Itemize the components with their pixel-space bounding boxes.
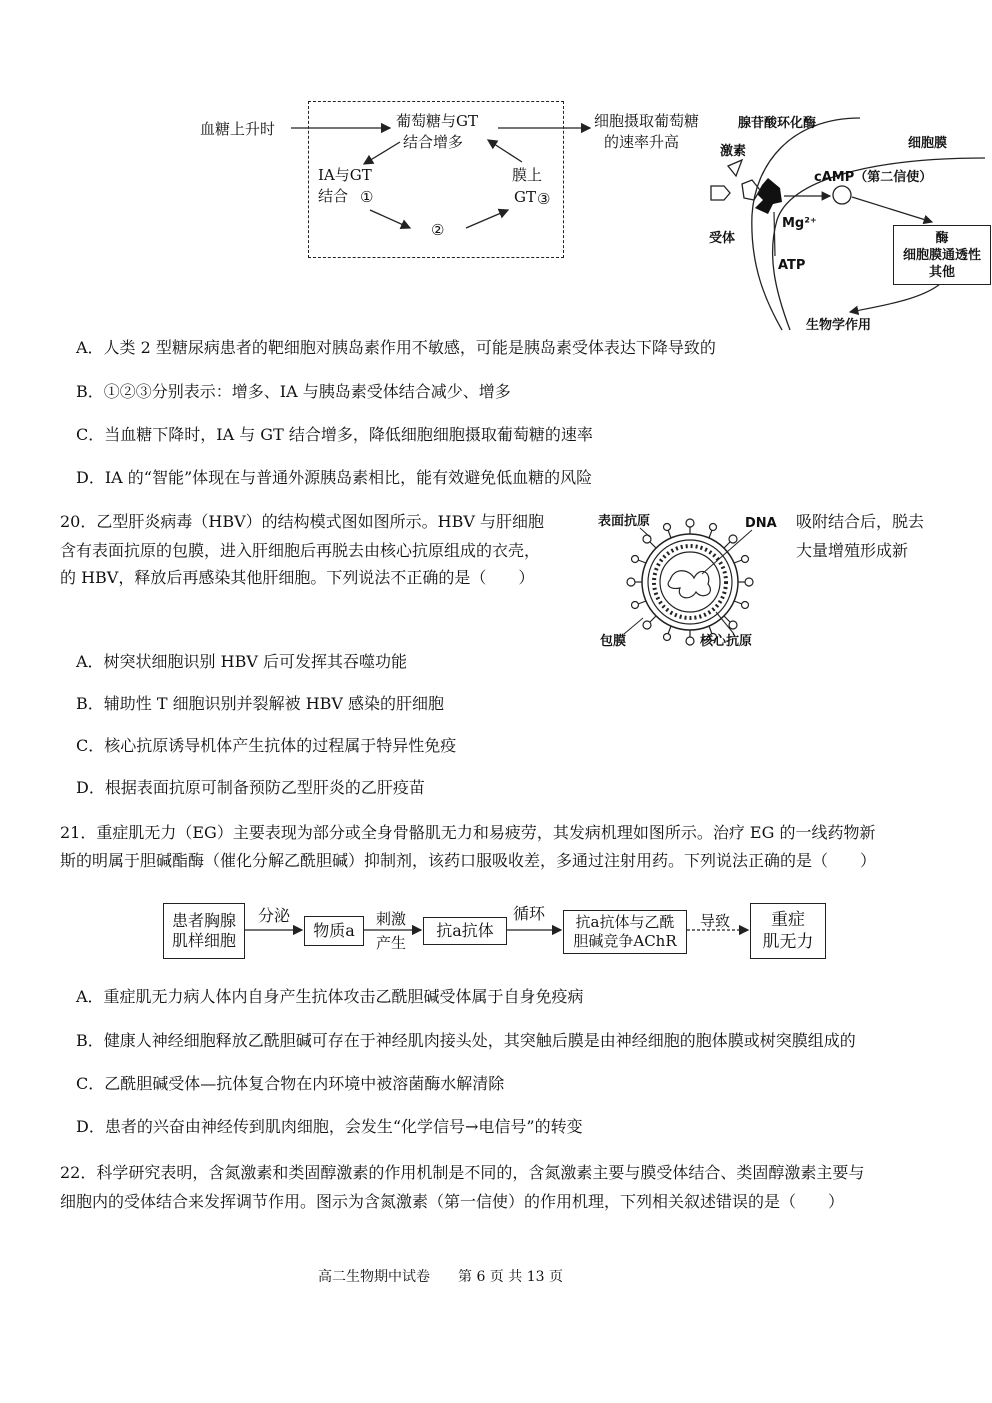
bio-effect-label: 生物学作用 bbox=[806, 318, 872, 333]
q22-line1: 22．科学研究表明，含氮激素和类固醇激素的作用机制是不同的，含氮激素主要与膜受体结合、类固醇激素主要与 bbox=[60, 1163, 865, 1182]
q19-option-b: B．①②③分别表示：增多、IA 与胰岛素受体结合减少、增多 bbox=[76, 382, 511, 401]
membrane-label: 细胞膜 bbox=[908, 136, 948, 151]
flow-arrow-stimulate: 刺激 bbox=[376, 910, 407, 928]
flow-box-substance-a-text: 物质a bbox=[313, 921, 355, 940]
q20-line2-left: 含有表面抗原的包膜，进入肝细胞后再脱去由核心抗原组成的衣壳， bbox=[60, 541, 541, 560]
flow-box-eg-line2: 肌无力 bbox=[762, 932, 814, 952]
hbv-envelope-label: 包膜 bbox=[600, 634, 627, 649]
flow-box-antibody-text: 抗a抗体 bbox=[436, 921, 494, 940]
hormone-label: 激素 bbox=[720, 144, 747, 159]
enzyme-line2: 细胞膜通透性 bbox=[902, 247, 981, 263]
receptor-label: 受体 bbox=[709, 231, 736, 246]
flow-box-compete-line2: 胆碱竞争AChR bbox=[573, 932, 677, 950]
q20-option-a: A．树突状细胞识别 HBV 后可发挥其吞噬功能 bbox=[76, 652, 407, 671]
q21-option-b: B．健康人神经细胞释放乙酰胆碱可存在于神经肌肉接头处，其突触后膜是由神经细胞的胞体膜或树突膜组成的 bbox=[76, 1031, 856, 1050]
q21-option-a: A．重症肌无力病人体内自身产生抗体攻击乙酰胆碱受体属于自身免疫病 bbox=[76, 987, 584, 1006]
flow-box-thymus-line2: 肌样细胞 bbox=[171, 931, 236, 950]
enzyme-line1: 酶 bbox=[935, 230, 949, 246]
circle-1: ① bbox=[360, 188, 374, 206]
q20-line2-right: 大量增殖形成新 bbox=[796, 541, 909, 560]
mg-label: Mg²⁺ bbox=[782, 216, 817, 231]
right-node-line1: 膜上 bbox=[512, 166, 543, 184]
enzyme-line3: 其他 bbox=[928, 264, 955, 280]
circle-3: ③ bbox=[537, 190, 551, 208]
top-node-line1: 葡萄糖与GT bbox=[396, 112, 478, 130]
hbv-dna-label: DNA bbox=[745, 516, 777, 531]
flow-box-eg-line1: 重症 bbox=[771, 910, 805, 930]
q20-option-d: D．根据表面抗原可制备预防乙型肝炎的乙肝疫苗 bbox=[76, 778, 425, 797]
q21-option-d: D．患者的兴奋由神经传到肌肉细胞，会发生“化学信号→电信号”的转变 bbox=[76, 1117, 583, 1136]
q20-option-b: B．辅助性 T 细胞识别并裂解被 HBV 感染的肝细胞 bbox=[76, 694, 445, 713]
result-line1: 细胞摄取葡萄糖 bbox=[594, 112, 700, 130]
flow-arrow-circulate: 循环 bbox=[513, 904, 546, 923]
q22-line2: 细胞内的受体结合来发挥调节作用。图示为含氮激素（第一信使）的作用机理，下列相关叙述错误的是（ ） bbox=[60, 1192, 845, 1211]
flow-arrow-secrete: 分泌 bbox=[258, 906, 291, 925]
q19-option-a: A．人类 2 型糖尿病患者的靶细胞对胰岛素作用不敏感，可能是胰岛素受体表达下降导致的 bbox=[76, 338, 716, 357]
circle-2: ② bbox=[431, 221, 445, 239]
flow-arrow-lead: 导致 bbox=[700, 912, 731, 930]
q21-line1: 21．重症肌无力（EG）主要表现为部分或全身骨骼肌无力和易疲劳，其发病机理如图所示。治疗 EG 的一线药物新 bbox=[60, 823, 876, 842]
q20-line1-right: 吸附结合后，脱去 bbox=[796, 512, 925, 531]
q20-line1-left: 20．乙型肝炎病毒（HBV）的结构模式图如图所示。HBV 与肝细胞 bbox=[60, 512, 544, 531]
left-node-line2: 结合 bbox=[318, 187, 349, 205]
flow-arrow-produce: 产生 bbox=[376, 934, 407, 952]
hbv-surface-antigen-label: 表面抗原 bbox=[598, 514, 651, 529]
flow-box-compete-line1: 抗a抗体与乙酰 bbox=[575, 913, 675, 931]
trigger-text: 血糖上升时 bbox=[200, 120, 276, 138]
right-node-line2: GT bbox=[514, 188, 536, 206]
result-line2: 的速率升高 bbox=[604, 133, 680, 151]
camp-label: cAMP（第二信使） bbox=[814, 170, 933, 185]
q19-option-c: C．当血糖下降时，IA 与 GT 结合增多，降低细胞细胞摄取葡萄糖的速率 bbox=[76, 425, 593, 444]
atp-label: ATP bbox=[778, 258, 806, 273]
flow-box-thymus-line1: 患者胸腺 bbox=[171, 911, 236, 930]
adenylate-cyclase-label: 腺苷酸环化酶 bbox=[738, 116, 817, 131]
hbv-core-antigen-label: 核心抗原 bbox=[700, 634, 753, 649]
q20-option-c: C．核心抗原诱导机体产生抗体的过程属于特异性免疫 bbox=[76, 736, 457, 755]
q21-line2: 斯的明属于胆碱酯酶（催化分解乙酰胆碱）抑制剂，该药口服吸收差，多通过注射用药。下列说法正确的是（ ） bbox=[60, 851, 877, 870]
top-node-line2: 结合增多 bbox=[403, 133, 464, 151]
left-node-line1: IA与GT bbox=[318, 166, 372, 184]
q19-option-d: D．IA 的“智能”体现在与普通外源胰岛素相比，能有效避免低血糖的风险 bbox=[76, 468, 593, 487]
q20-line3: 的 HBV，释放后再感染其他肝细胞。下列说法不正确的是（ ） bbox=[60, 568, 535, 587]
q21-option-c: C．乙酰胆碱受体—抗体复合物在内环境中被溶菌酶水解清除 bbox=[76, 1074, 505, 1093]
page-footer: 高二生物期中试卷 第 6 页 共 13 页 bbox=[318, 1269, 563, 1285]
